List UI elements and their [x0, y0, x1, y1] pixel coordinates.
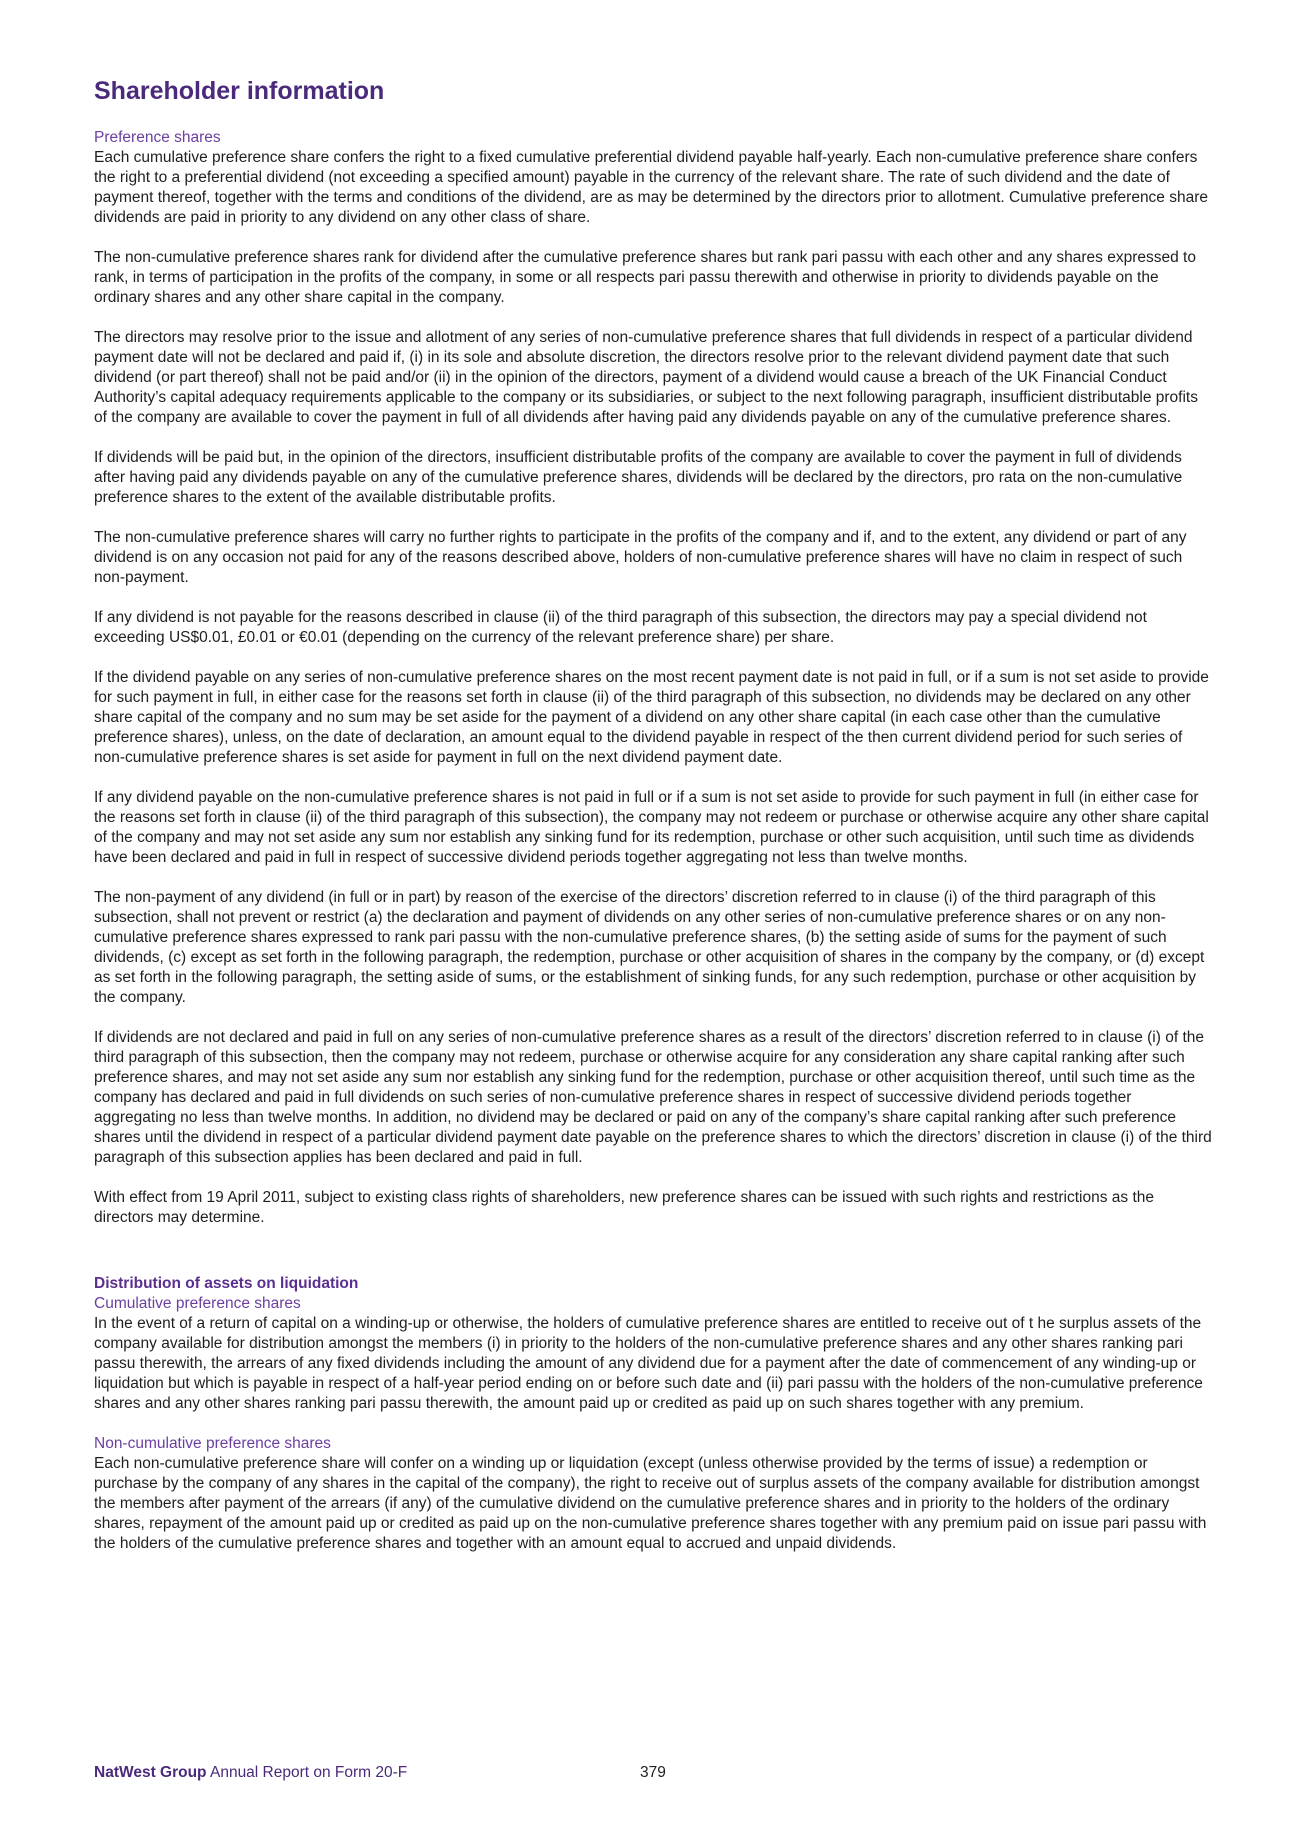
page-footer	[94, 1762, 1214, 1784]
section-heading-preference-shares: Preference shares	[94, 129, 221, 146]
paragraph: The non-cumulative preference shares rank for dividend after the cumulative preference shares but rank pari passu with each other and any shares expressed to rank, in terms of participation in the profits of the company, in some or all respects pari passu therewith and otherwise in priority to dividends payable on the ordinary shares and any other share capital in the company.	[94, 249, 1196, 306]
paragraph: The directors may resolve prior to the issue and allotment of any series of non-cumulative preference shares that full dividends in respect of a particular dividend payment date will not be declared and paid if, (i) in its sole and absolute discretion, the directors resolve prior to the relevant dividend payment date that such dividend (or part thereof) shall not be paid and/or (ii) in the opinion of the directors, payment of a dividend would cause a breach of the UK Financial Conduct Authority’s capital adequacy requirements applicable to the company or its subsidiaries, or subject to the next following paragraph, insufficient distributable profits of the company are available to cover the payment in full of all dividends after having paid any dividends payable on any of the cumulative preference shares.	[94, 329, 1198, 426]
paragraph-non-cumulative: Each non-cumulative preference share will confer on a winding up or liquidation (except (unless otherwise provided by the terms of issue) a redemption or purchase by the company of any shares in the capital of the company), the right to receive out of surplus assets of the company available for distribution amongst the members after payment of the arrears (if any) of the cumulative dividend on the cumulative preference shares and in priority to the holders of the ordinary shares, repayment of the amount paid up or credited as paid up on the non-cumulative preference shares together with any premium paid on issue pari passu with the holders of the cumulative preference shares and together with an amount equal to accrued and unpaid dividends.	[94, 1455, 1207, 1552]
paragraph: The non-payment of any dividend (in full or in part) by reason of the exercise of the directors’ discretion referred to in clause (i) of the third paragraph of this subsection, shall not prevent or restrict (a) the declaration and payment of dividends on any other series of non-cumulative preference shares or on any non-cumulative preference shares expressed to rank pari passu with the non-cumulative preference shares, (b) the setting aside of sums for the payment of such dividends, (c) except as set forth in the following paragraph, the redemption, purchase or other acquisition of shares in the company by the company, or (d) except as set forth in the following paragraph, the setting aside of sums, or the establishment of sinking funds, for any such redemption, purchase or other acquisition by the company.	[94, 889, 1205, 1006]
paragraph: If dividends will be paid but, in the opinion of the directors, insufficient distributable profits of the company are available to cover the payment in full of dividends after having paid any dividends payable on any of the cumulative preference shares, dividends will be declared by the directors, pro rata on the non-cumulative preference shares to the extent of the available distributable profits.	[94, 449, 1183, 506]
paragraph: Each cumulative preference share confers the right to a fixed cumulative preferential dividend payable half-yearly. Each non-cumulative preference share confers the right to a preferential dividend (not exceeding a specified amount) payable in the currency of the relevant share. The rate of such dividend and the date of payment thereof, together with the terms and conditions of the dividend, are as may be determined by the directors prior to allotment. Cumulative preference share dividends are paid in priority to any dividend on any other class of share.	[94, 149, 1209, 226]
paragraph: If any dividend payable on the non-cumulative preference shares is not paid in full or if a sum is not set aside to provide for such payment in full (in either case for the reasons set forth in clause (ii) of the third paragraph of this subsection), the company may not redeem or purchase or otherwise acquire any other share capital of the company and may not set aside any sum nor establish any sinking fund for its redemption, purchase or other such acquisition, until such time as dividends have been declared and paid in full in respect of successive dividend periods together aggregating not less than twelve months.	[94, 789, 1209, 866]
page-number: 379	[640, 1764, 666, 1781]
subheading-non-cumulative: Non-cumulative preference shares	[94, 1435, 331, 1452]
page-content	[94, 76, 1214, 1574]
paragraph: If dividends are not declared and paid in full on any series of non-cumulative preference shares as a result of the directors’ discretion referred to in clause (i) of the third paragraph of this subsection, then the company may not redeem, purchase or otherwise acquire for any consideration any share capital ranking after such preference shares, and may not set aside any sum nor establish any sinking fund for the redemption, purchase or other acquisition thereof, until such time as the company has declared and paid in full dividends on such series of non-cumulative preference shares in respect of successive dividend periods together aggregating no less than twelve months. In addition, no dividend may be declared or paid on any of the company’s share capital ranking after such preference shares until the dividend in respect of a particular dividend payment date payable on the preference shares to which the directors’ discretion in clause (i) of the third paragraph of this subsection applies has been declared and paid in full.	[94, 1029, 1212, 1166]
section-heading-distribution: Distribution of assets on liquidation	[94, 1275, 359, 1292]
page-title: Shareholder information	[94, 77, 385, 105]
subheading-cumulative: Cumulative preference shares	[94, 1295, 301, 1312]
footer-report-title: Annual Report on Form 20-F	[209, 1764, 408, 1781]
paragraph: If the dividend payable on any series of non-cumulative preference shares on the most recent payment date is not paid in full, or if a sum is not set aside to provide for such payment in full, in either case for the reasons set forth in clause (ii) of the third paragraph of this subsection, no dividends may be declared on any other share capital of the company and no sum may be set aside for the payment of a dividend on any other share capital (in each case other than the cumulative preference shares), unless, on the date of declaration, an amount equal to the dividend payable in respect of the then current dividend period for such series of non-cumulative preference shares is set aside for payment in full on the next dividend payment date.	[94, 669, 1209, 766]
paragraph: The non-cumulative preference shares will carry no further rights to participate in the profits of the company and if, and to the extent, any dividend or part of any dividend is on any occasion not paid for any of the reasons described above, holders of non-cumulative preference shares will have no claim in respect of such non-payment.	[94, 529, 1187, 586]
paragraph: If any dividend is not payable for the reasons described in clause (ii) of the third paragraph of this subsection, the directors may pay a special dividend not exceeding US$0.01, £0.01 or €0.01 (depending on the currency of the relevant preference share) per share.	[94, 609, 1147, 646]
paragraph: With effect from 19 April 2011, subject to existing class rights of shareholders, new preference shares can be issued with such rights and restrictions as the directors may determine.	[94, 1189, 1154, 1226]
footer-brand: NatWest Group	[94, 1764, 207, 1781]
paragraph-cumulative: In the event of a return of capital on a winding-up or otherwise, the holders of cumulative preference shares are entitled to receive out of t he surplus assets of the company available for distribution amongst the members (i) in priority to the holders of the non-cumulative preference shares and any other shares ranking pari passu therewith, the arrears of any fixed dividends including the amount of any dividend due for a payment after the date of commencement of any winding-up or liquidation but which is payable in respect of a half-year period ending on or before such date and (ii) pari passu with the holders of the non-cumulative preference shares and any other shares ranking pari passu therewith, the amount paid up or credited as paid up on such shares together with any premium.	[94, 1315, 1203, 1412]
